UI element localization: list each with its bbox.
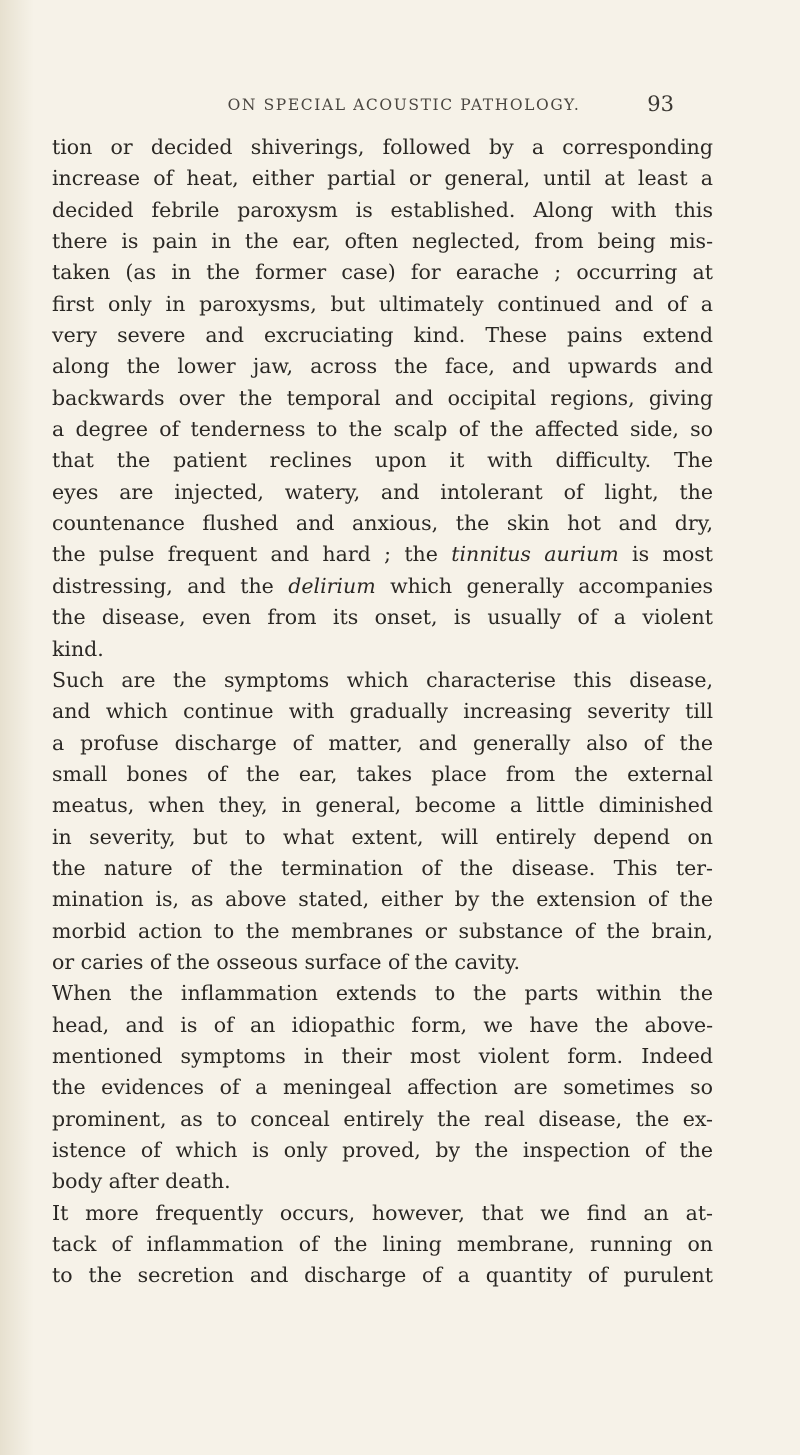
text-line: kind. (52, 636, 104, 661)
text-line: mentioned symptoms in their most violent form. Indeed (52, 1043, 713, 1068)
text-line: istence of which is only proved, by the inspection of the (52, 1138, 713, 1162)
text-line: decided febrile paroxysm is established. Along with this (52, 197, 713, 222)
text-line: very severe and excruciating kind. These pains extend (52, 323, 713, 348)
body-text (52, 132, 713, 1292)
text-line: body after death. (52, 1169, 231, 1194)
text-line: and which continue with gradually increasing severity till (52, 699, 713, 724)
text-segment: which generally accompanies (375, 573, 713, 598)
text-line: in severity, but to what extent, will entirely depend on (52, 824, 713, 849)
text-line: eyes are injected, watery, and intolerant of light, the (52, 479, 713, 504)
text-line: the evidences of a meningeal affection are sometimes so (52, 1075, 713, 1100)
text-line: the disease, even from its onset, is usually of a violent (52, 605, 713, 630)
text-line: meatus, when they, in general, become a little diminished (52, 793, 713, 818)
text-segment: distressing, and the (52, 573, 289, 598)
text-line: taken (as in the former case) for earache ; occurring at (52, 260, 713, 285)
text-line: to the secretion and discharge of a quantity of purulent (52, 1263, 713, 1288)
text-line: there is pain in the ear, often neglected, from being mis- (52, 229, 713, 254)
text-line: along the lower jaw, across the face, and upwards and (52, 354, 713, 379)
text-line: that the patient reclines upon it with difficulty. The (52, 448, 713, 473)
text-segment: the pulse frequent and hard ; the (52, 542, 452, 567)
page-edge-shadow (0, 0, 34, 1455)
text-line (52, 539, 713, 570)
text-line: It more frequently occurs, however, that we find an at- (52, 1200, 713, 1225)
text-line: Such are the symptoms which characterise this disease, (52, 667, 713, 692)
text-line: a degree of tenderness to the scalp of the affected side, so (52, 417, 713, 442)
running-head (142, 92, 674, 122)
text-line: morbid action to the membranes or substance of the brain, (52, 918, 713, 943)
italic-term: delirium (288, 573, 376, 598)
text-line: first only in paroxysms, but ultimately continued and of a (52, 291, 713, 316)
text-line: tack of inflammation of the lining membrane, running on (52, 1232, 713, 1257)
text-line: tion or decided shiverings, followed by a corresponding (52, 135, 713, 159)
text-line: or caries of the osseous surface of the cavity. (52, 949, 520, 974)
text-segment: is most (618, 542, 713, 567)
italic-term: tinnitus aurium (451, 542, 619, 567)
text-line: countenance flushed and anxious, the skin hot and dry, (52, 511, 713, 536)
text-line: prominent, as to conceal entirely the real disease, the ex- (52, 1106, 713, 1131)
text-line: increase of heat, either partial or general, until at least a (52, 166, 713, 191)
text-line: backwards over the temporal and occipital regions, giving (52, 385, 713, 410)
text-line: the nature of the termination of the disease. This ter- (52, 855, 713, 880)
text-line: a profuse discharge of matter, and generally also of the (52, 730, 713, 755)
text-line: small bones of the ear, takes place from the external (52, 761, 713, 786)
text-line: mination is, as above stated, either by the extension of the (52, 887, 713, 912)
page-number: 93 (647, 92, 674, 116)
running-title: ON SPECIAL ACOUSTIC PATHOLOGY. (227, 96, 581, 114)
text-line: head, and is of an idiopathic form, we have the above- (52, 1012, 713, 1037)
text-line (52, 571, 713, 602)
text-line: When the inflammation extends to the parts within the (52, 981, 713, 1006)
